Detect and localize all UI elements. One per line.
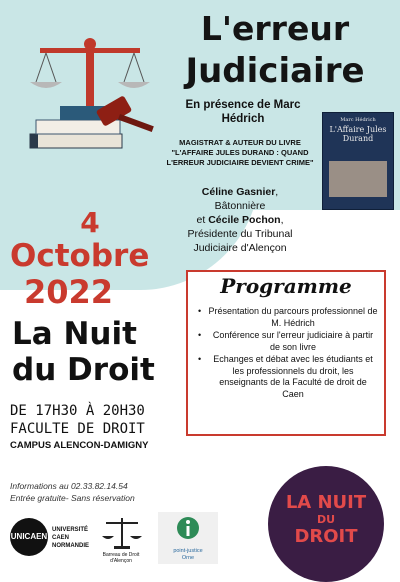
guest-1: [160, 185, 320, 199]
event-title: [150, 8, 400, 92]
unicaen-label-line-2: CAEN: [52, 535, 70, 541]
scales-icon: [102, 518, 142, 549]
nuit-logo-line-2: DU: [316, 513, 336, 526]
guest-connector: et: [196, 214, 209, 226]
event-month: Octobre: [10, 238, 150, 274]
info-icon: [176, 516, 200, 544]
nuit-logo-line-1: LA NUIT: [285, 492, 367, 513]
unicaen-logo: UNICAEN: [10, 518, 48, 556]
nuit-logo-text: [268, 494, 384, 545]
title-line-2: Judiciaire: [185, 51, 365, 91]
programme-item: • Echanges et débat avec les étudiants et les professionnels du droit, les enseignants de la Faculté de droit de Caen: [198, 354, 378, 400]
nuit-du-droit-logo: [268, 466, 384, 582]
event-campus: CAMPUS ALENCON-DAMIGNY: [10, 440, 149, 451]
point-justice-label-line-1: point-justice: [173, 548, 203, 554]
event-name-line-1: La Nuit: [12, 316, 137, 352]
point-justice-label-line-2: Orne: [181, 555, 195, 561]
title-line-1: L'erreur: [200, 9, 350, 48]
justice-illustration: [20, 34, 160, 174]
event-venue: FACULTE DE DROIT: [10, 421, 145, 437]
barreau-label-line-2: d'Alençon: [110, 558, 132, 564]
guest-1-name: Céline Gasnier: [201, 186, 276, 198]
guest-2-role-line-1: Présidente du Tribunal: [187, 228, 293, 240]
guests-block: [160, 185, 320, 255]
point-justice-label: [158, 548, 218, 562]
magistrat-text: MAGISTRAT & AUTEUR DU LIVRE "L'AFFAIRE JULES DURAND : QUAND L'ERREUR JUDICIAIRE DEVIENT CRIME": [166, 138, 314, 167]
guest-1-comma: ,: [275, 186, 279, 198]
event-hours: DE 17H30 À 20H30: [10, 403, 145, 419]
programme-item: • Conférence sur l'erreur judiciaire à partir de son livre: [198, 330, 378, 353]
event-name: [12, 316, 182, 388]
unicaen-label: [52, 526, 89, 550]
guest-1-role: Bâtonnière: [214, 200, 266, 212]
info-phone: Informations au 02.33.82.14.54: [10, 481, 128, 491]
programme-list: [198, 306, 378, 401]
info-entry: Entrée gratuite- Sans réservation: [10, 493, 135, 503]
barreau-label: [94, 552, 148, 564]
guest-2-name: Cécile Pochon: [208, 214, 281, 226]
book-author: Marc Hédrich: [340, 117, 376, 123]
book-title: L'Affaire Jules Durand: [329, 125, 387, 143]
unicaen-label-line-3: NORMANDIE: [52, 543, 89, 549]
event-day: 4: [80, 206, 100, 239]
book-photo: [329, 161, 387, 197]
book-cover: [322, 112, 394, 210]
unicaen-label-line-1: UNIVERSITÉ: [52, 527, 89, 533]
barreau-label-line-1: Barreau de Droit: [102, 552, 140, 558]
event-time-place: [10, 402, 145, 438]
guest-2-role-line-2: Judiciaire d'Alençon: [193, 242, 287, 254]
programme-title: Programme: [220, 274, 352, 298]
info-block: [10, 480, 135, 504]
event-year: 2022: [24, 273, 114, 311]
programme-item: • Présentation du parcours professionnel de M. Hédrich: [198, 306, 378, 329]
guest-2-comma: ,: [280, 214, 284, 226]
event-name-line-2: du Droit: [12, 352, 155, 388]
presence-text: En présence de Marc Hédrich: [185, 99, 301, 125]
nuit-logo-line-3: DROIT: [294, 526, 358, 547]
scales-icon: [30, 38, 150, 112]
guest-2: [160, 213, 320, 227]
